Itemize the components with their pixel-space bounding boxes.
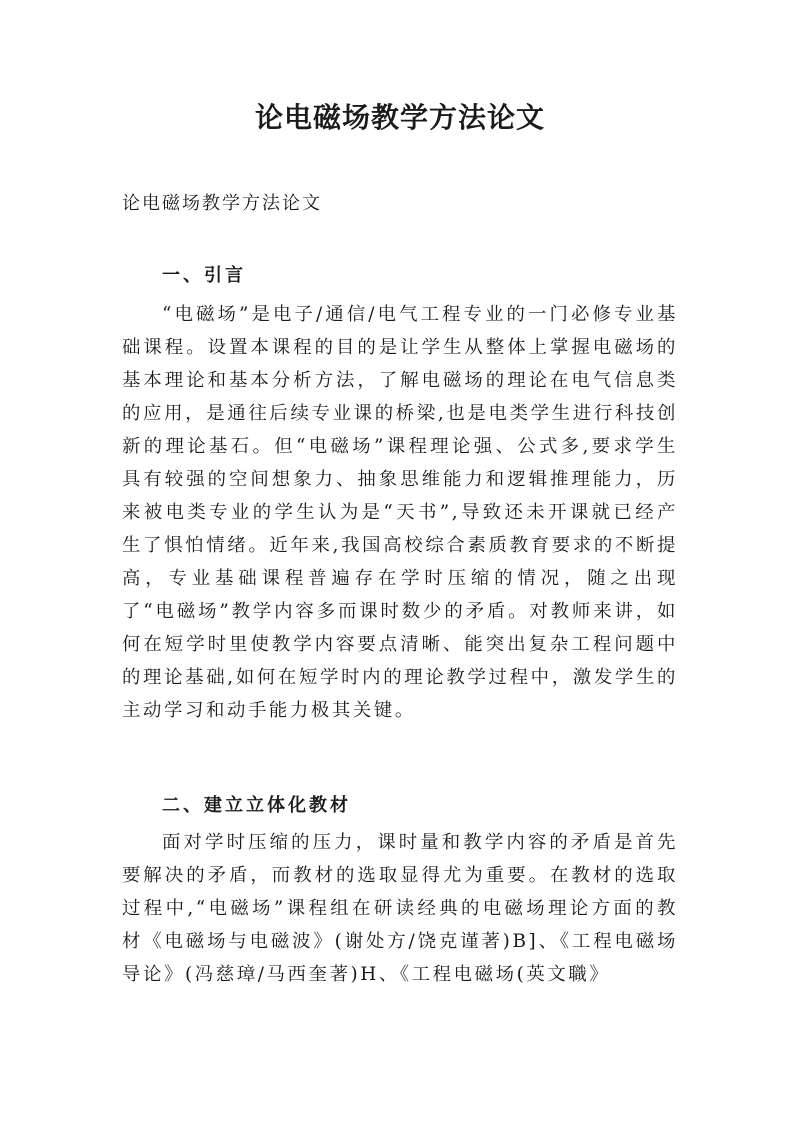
section-paragraph-introduction: “电磁场”是电子/通信/电气工程专业的一门必修专业基础课程。设置本课程的目的是让学生从整体上掌握电磁场的基本理论和基本分析方法，了解电磁场的理论在电气信息类的应用，是通往后续专业课的桥梁,也是电类学生进行科技创新的理论基石。但“电磁场”课程理论强、公式多,要求学生具有较强的空间想象力、抽象思维能力和逻辑推理能力，历来被电类专业的学生认为是“天书”,导致还未开课就已经产生了惧怕情绪。近年来,我国高校综合素质教育要求的不断提高，专业基础课程普遍存在学时压缩的情况，随之出现了“电磁场”教学内容多而课时数少的矛盾。对教师来讲，如何在短学时里使教学内容要点清晰、能突出复杂工程问题中的理论基础,如何在短学时内的理论教学过程中，激发学生的主动学习和动手能力极其关键。 xyxy=(122,304,678,721)
document-title: 论电磁场教学方法论文 xyxy=(254,101,545,134)
section-heading-introduction: 一、引言 xyxy=(162,265,246,286)
document-subtitle: 论电磁场教学方法论文 xyxy=(122,193,322,214)
section-heading-textbooks: 二、建立立体化教材 xyxy=(162,795,351,816)
section-paragraph-textbooks: 面对学时压缩的压力，课时量和教学内容的矛盾是首先要解决的矛盾，而教材的选取显得尤为重要。在教材的选取过程中,“电磁场”课程组在研读经典的电磁场理论方面的教材《电磁场与电磁波》(谢处方/饶克谨著)B]、《工程电磁场导论》(冯慈璋/马西奎著)H、《工程电磁场(英文職》 xyxy=(122,832,678,985)
